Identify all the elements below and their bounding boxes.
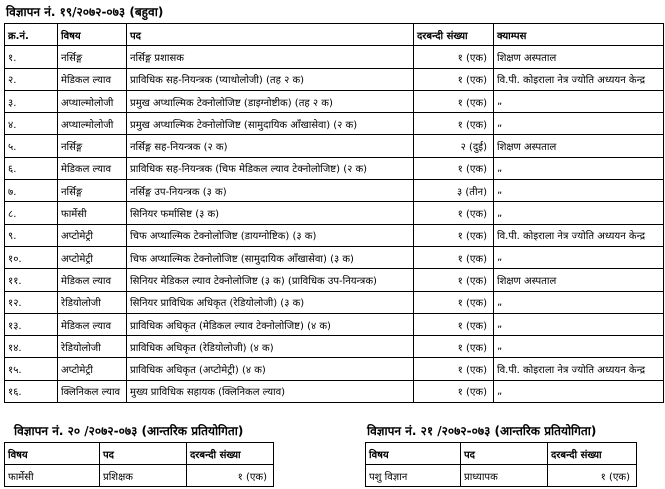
- row-campus: वि.पी. कोइराला नेत्र ज्योति अध्ययन केन्द्र: [494, 68, 664, 90]
- row-sn: ९.: [5, 224, 58, 246]
- row-sn: ३.: [5, 90, 58, 112]
- row-count: १ (एक): [414, 157, 494, 179]
- ad20-count: १ (एक): [187, 465, 274, 487]
- row-subject: मेडिकल ल्याव: [58, 68, 127, 90]
- row-subject: अप्थाल्मोलोजी: [58, 113, 127, 135]
- ad21-header-post: पद: [461, 443, 548, 465]
- ad20-table: [4, 442, 274, 487]
- row-count: १ (एक): [414, 246, 494, 268]
- row-subject: नर्सिङ्ग: [58, 180, 127, 202]
- row-campus: „: [494, 90, 664, 112]
- header-post: पद: [127, 24, 414, 46]
- row-post: प्राविधिक सह-नियन्त्रक (चिफ मेडिकल ल्याव टेक्नोलोजिष्ट) (२ क): [127, 157, 414, 179]
- row-subject: रेडियोलोजी: [58, 336, 127, 358]
- ad21-row: [366, 465, 637, 487]
- row-subject: मेडिकल ल्याव: [58, 313, 127, 335]
- ad21-table: [365, 442, 637, 487]
- row-sn: ५.: [5, 135, 58, 157]
- row-count: ३ (तीन): [414, 180, 494, 202]
- table-row: [5, 380, 664, 402]
- row-subject: अप्टोमेट्री: [58, 224, 127, 246]
- row-subject: अप्थाल्मोलोजी: [58, 90, 127, 112]
- ad21-count: १ (एक): [548, 465, 637, 487]
- row-sn: ४.: [5, 113, 58, 135]
- row-campus: शिक्षण अस्पताल: [494, 135, 664, 157]
- table-row: [5, 113, 664, 135]
- row-campus: „: [494, 380, 664, 402]
- row-sn: १४.: [5, 336, 58, 358]
- row-post: प्राविधिक अधिकृत (मेडिकल ल्याव टेक्नोलोजिष्ट) (४ क): [127, 313, 414, 335]
- row-post: सिनियर फर्मासिष्ट (३ क): [127, 202, 414, 224]
- row-subject: मेडिकल ल्याव: [58, 269, 127, 291]
- row-campus: „: [494, 202, 664, 224]
- row-sn: ८.: [5, 202, 58, 224]
- row-count: १ (एक): [414, 313, 494, 335]
- row-sn: १६.: [5, 380, 58, 402]
- row-count: १ (एक): [414, 46, 494, 68]
- row-count: १ (एक): [414, 269, 494, 291]
- ad20-header-post: पद: [100, 443, 187, 465]
- row-sn: १०.: [5, 246, 58, 268]
- table-row: [5, 291, 664, 313]
- row-post: सिनियर मेडिकल ल्याव टेक्नोलोजिष्ट (३ क) (प्राविधिक उप-नियन्त्रक): [127, 269, 414, 291]
- row-campus: „: [494, 336, 664, 358]
- table-row: [5, 358, 664, 380]
- row-post: प्राविधिक सह-नियन्त्रक (प्याथोलोजी) (तह २ क): [127, 68, 414, 90]
- row-post: नर्सिङ्ग सह-नियन्त्रक (२ क): [127, 135, 414, 157]
- row-count: १ (एक): [414, 68, 494, 90]
- ad20-header-count: दरबन्दी संख्या: [187, 443, 274, 465]
- row-subject: मेडिकल ल्याव: [58, 157, 127, 179]
- table-row: [5, 313, 664, 335]
- row-sn: ७.: [5, 180, 58, 202]
- row-count: १ (एक): [414, 358, 494, 380]
- ad20-post: प्रशिक्षक: [100, 465, 187, 487]
- ad20-subject: फार्मेसी: [5, 465, 100, 487]
- table-row: [5, 269, 664, 291]
- main-header-row: [5, 24, 664, 46]
- row-campus: „: [494, 313, 664, 335]
- table-row: [5, 246, 664, 268]
- row-sn: २.: [5, 68, 58, 90]
- main-ad-title: विज्ञापन नं. १९/२०७२-०७३ (बहुवा): [6, 5, 164, 19]
- row-sn: १५.: [5, 358, 58, 380]
- row-subject: रेडियोलोजी: [58, 291, 127, 313]
- ad20-header-row: [5, 443, 274, 465]
- row-count: १ (एक): [414, 202, 494, 224]
- ad20-header-subject: विषय: [5, 443, 100, 465]
- table-row: [5, 68, 664, 90]
- table-row: [5, 135, 664, 157]
- row-sn: ११.: [5, 269, 58, 291]
- header-count: दरबन्दी संख्या: [414, 24, 494, 46]
- row-count: १ (एक): [414, 113, 494, 135]
- header-sn: क्र.नं.: [5, 24, 58, 46]
- ad21-header-subject: विषय: [366, 443, 461, 465]
- row-post: नर्सिङ्ग उप-नियन्त्रक (३ क): [127, 180, 414, 202]
- row-count: १ (एक): [414, 336, 494, 358]
- ad20-title: विज्ञापन नं. २० /२०७२-०७३ (आन्तरिक प्रतियोगिता): [14, 424, 244, 438]
- row-subject: क्लिनिकल ल्याव: [58, 380, 127, 402]
- row-post: सिनियर प्राविधिक अधिकृत (रेडियोलोजी) (३ क): [127, 291, 414, 313]
- row-sn: १२.: [5, 291, 58, 313]
- row-subject: नर्सिङ्ग: [58, 46, 127, 68]
- row-sn: १३.: [5, 313, 58, 335]
- row-subject: नर्सिङ्ग: [58, 135, 127, 157]
- row-campus: „: [494, 180, 664, 202]
- row-post: मुख्य प्राविधिक सहायक (क्लिनिकल ल्याव): [127, 380, 414, 402]
- row-sn: १.: [5, 46, 58, 68]
- ad21-header-count: दरबन्दी संख्या: [548, 443, 637, 465]
- row-campus: शिक्षण अस्पताल: [494, 46, 664, 68]
- ad20-row: [5, 465, 274, 487]
- ad21-subject: पशु विज्ञान: [366, 465, 461, 487]
- ad21-header-row: [366, 443, 637, 465]
- row-subject: अप्टोमेट्री: [58, 358, 127, 380]
- row-post: प्रमुख अप्थाल्मिक टेक्नोलोजिष्ट (सामुदायिक आँखासेवा) (२ क): [127, 113, 414, 135]
- table-row: [5, 46, 664, 68]
- row-campus: वि.पी. कोइराला नेत्र ज्योति अध्ययन केन्द्र: [494, 358, 664, 380]
- row-sn: ६.: [5, 157, 58, 179]
- row-post: नर्सिङ्ग प्रशासक: [127, 46, 414, 68]
- row-campus: „: [494, 157, 664, 179]
- table-row: [5, 202, 664, 224]
- table-row: [5, 224, 664, 246]
- ad21-post: प्राध्यापक: [461, 465, 548, 487]
- row-count: १ (एक): [414, 380, 494, 402]
- table-row: [5, 180, 664, 202]
- row-post: चिफ अप्थाल्मिक टेक्नोलोजिष्ट (डायग्नोष्टिक) (३ क): [127, 224, 414, 246]
- header-subject: विषय: [58, 24, 127, 46]
- row-campus: „: [494, 246, 664, 268]
- header-campus: क्याम्पस: [494, 24, 664, 46]
- ad21-title: विज्ञापन नं. २१ /२०७२-०७३ (आन्तरिक प्रतियोगिता): [367, 424, 597, 438]
- row-count: १ (एक): [414, 291, 494, 313]
- row-count: २ (दुई): [414, 135, 494, 157]
- row-post: प्राविधिक अधिकृत (रेडियोलोजी) (४ क): [127, 336, 414, 358]
- row-count: १ (एक): [414, 90, 494, 112]
- row-campus: शिक्षण अस्पताल: [494, 269, 664, 291]
- row-campus: „: [494, 113, 664, 135]
- row-post: प्राविधिक अधिकृत (अप्टोमेट्री) (४ क): [127, 358, 414, 380]
- row-subject: अप्टोमेट्री: [58, 246, 127, 268]
- table-row: [5, 157, 664, 179]
- row-campus: „: [494, 291, 664, 313]
- row-post: प्रमुख अप्थाल्मिक टेक्नोलोजिष्ट (डाइग्नोष्टीक) (तह २ क): [127, 90, 414, 112]
- row-subject: फार्मेसी: [58, 202, 127, 224]
- table-row: [5, 90, 664, 112]
- row-campus: वि.पी. कोइराला नेत्र ज्योति अध्ययन केन्द्र: [494, 224, 664, 246]
- table-row: [5, 336, 664, 358]
- main-positions-table: [4, 23, 664, 403]
- row-count: १ (एक): [414, 224, 494, 246]
- row-post: चिफ अप्थाल्मिक टेक्नोलोजिष्ट (सामुदायिक आँखासेवा) (३ क): [127, 246, 414, 268]
